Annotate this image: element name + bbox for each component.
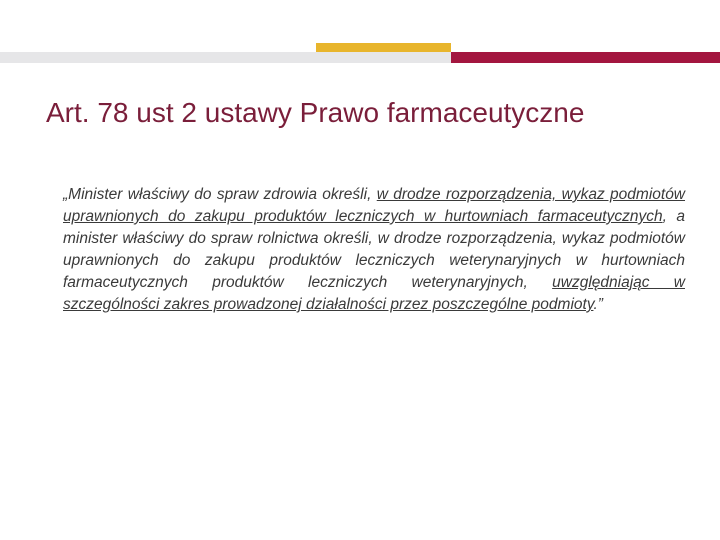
header-red-accent [451, 52, 720, 63]
quote-segment: , a minister właściwy do spraw rolnictwa określi, w drodze rozporządzenia, wykaz podmiotów uprawnionych do zakupu produktów leczniczych weterynaryjnych w hurtowniach farmaceutycznych produktów leczniczych weterynaryjnych, [63, 208, 686, 291]
quote-segment: „Minister właściwy do spraw zdrowia określi, [63, 186, 377, 203]
quote-segment-underlined: uwzględniając w szczególności zakres prowadzonej działalności przez poszczególne podmioty [63, 274, 685, 313]
law-quote [63, 184, 685, 316]
header-gold-accent [316, 43, 451, 52]
slide-title: Art. 78 ust 2 ustawy Prawo farmaceutyczne [46, 97, 585, 128]
quote-segment-underlined: w drodze rozporządzenia, wykaz podmiotów uprawnionych do zakupu produktów leczniczych w hurtowniach farmaceutycznych [63, 186, 686, 225]
quote-segment: .” [593, 296, 603, 313]
